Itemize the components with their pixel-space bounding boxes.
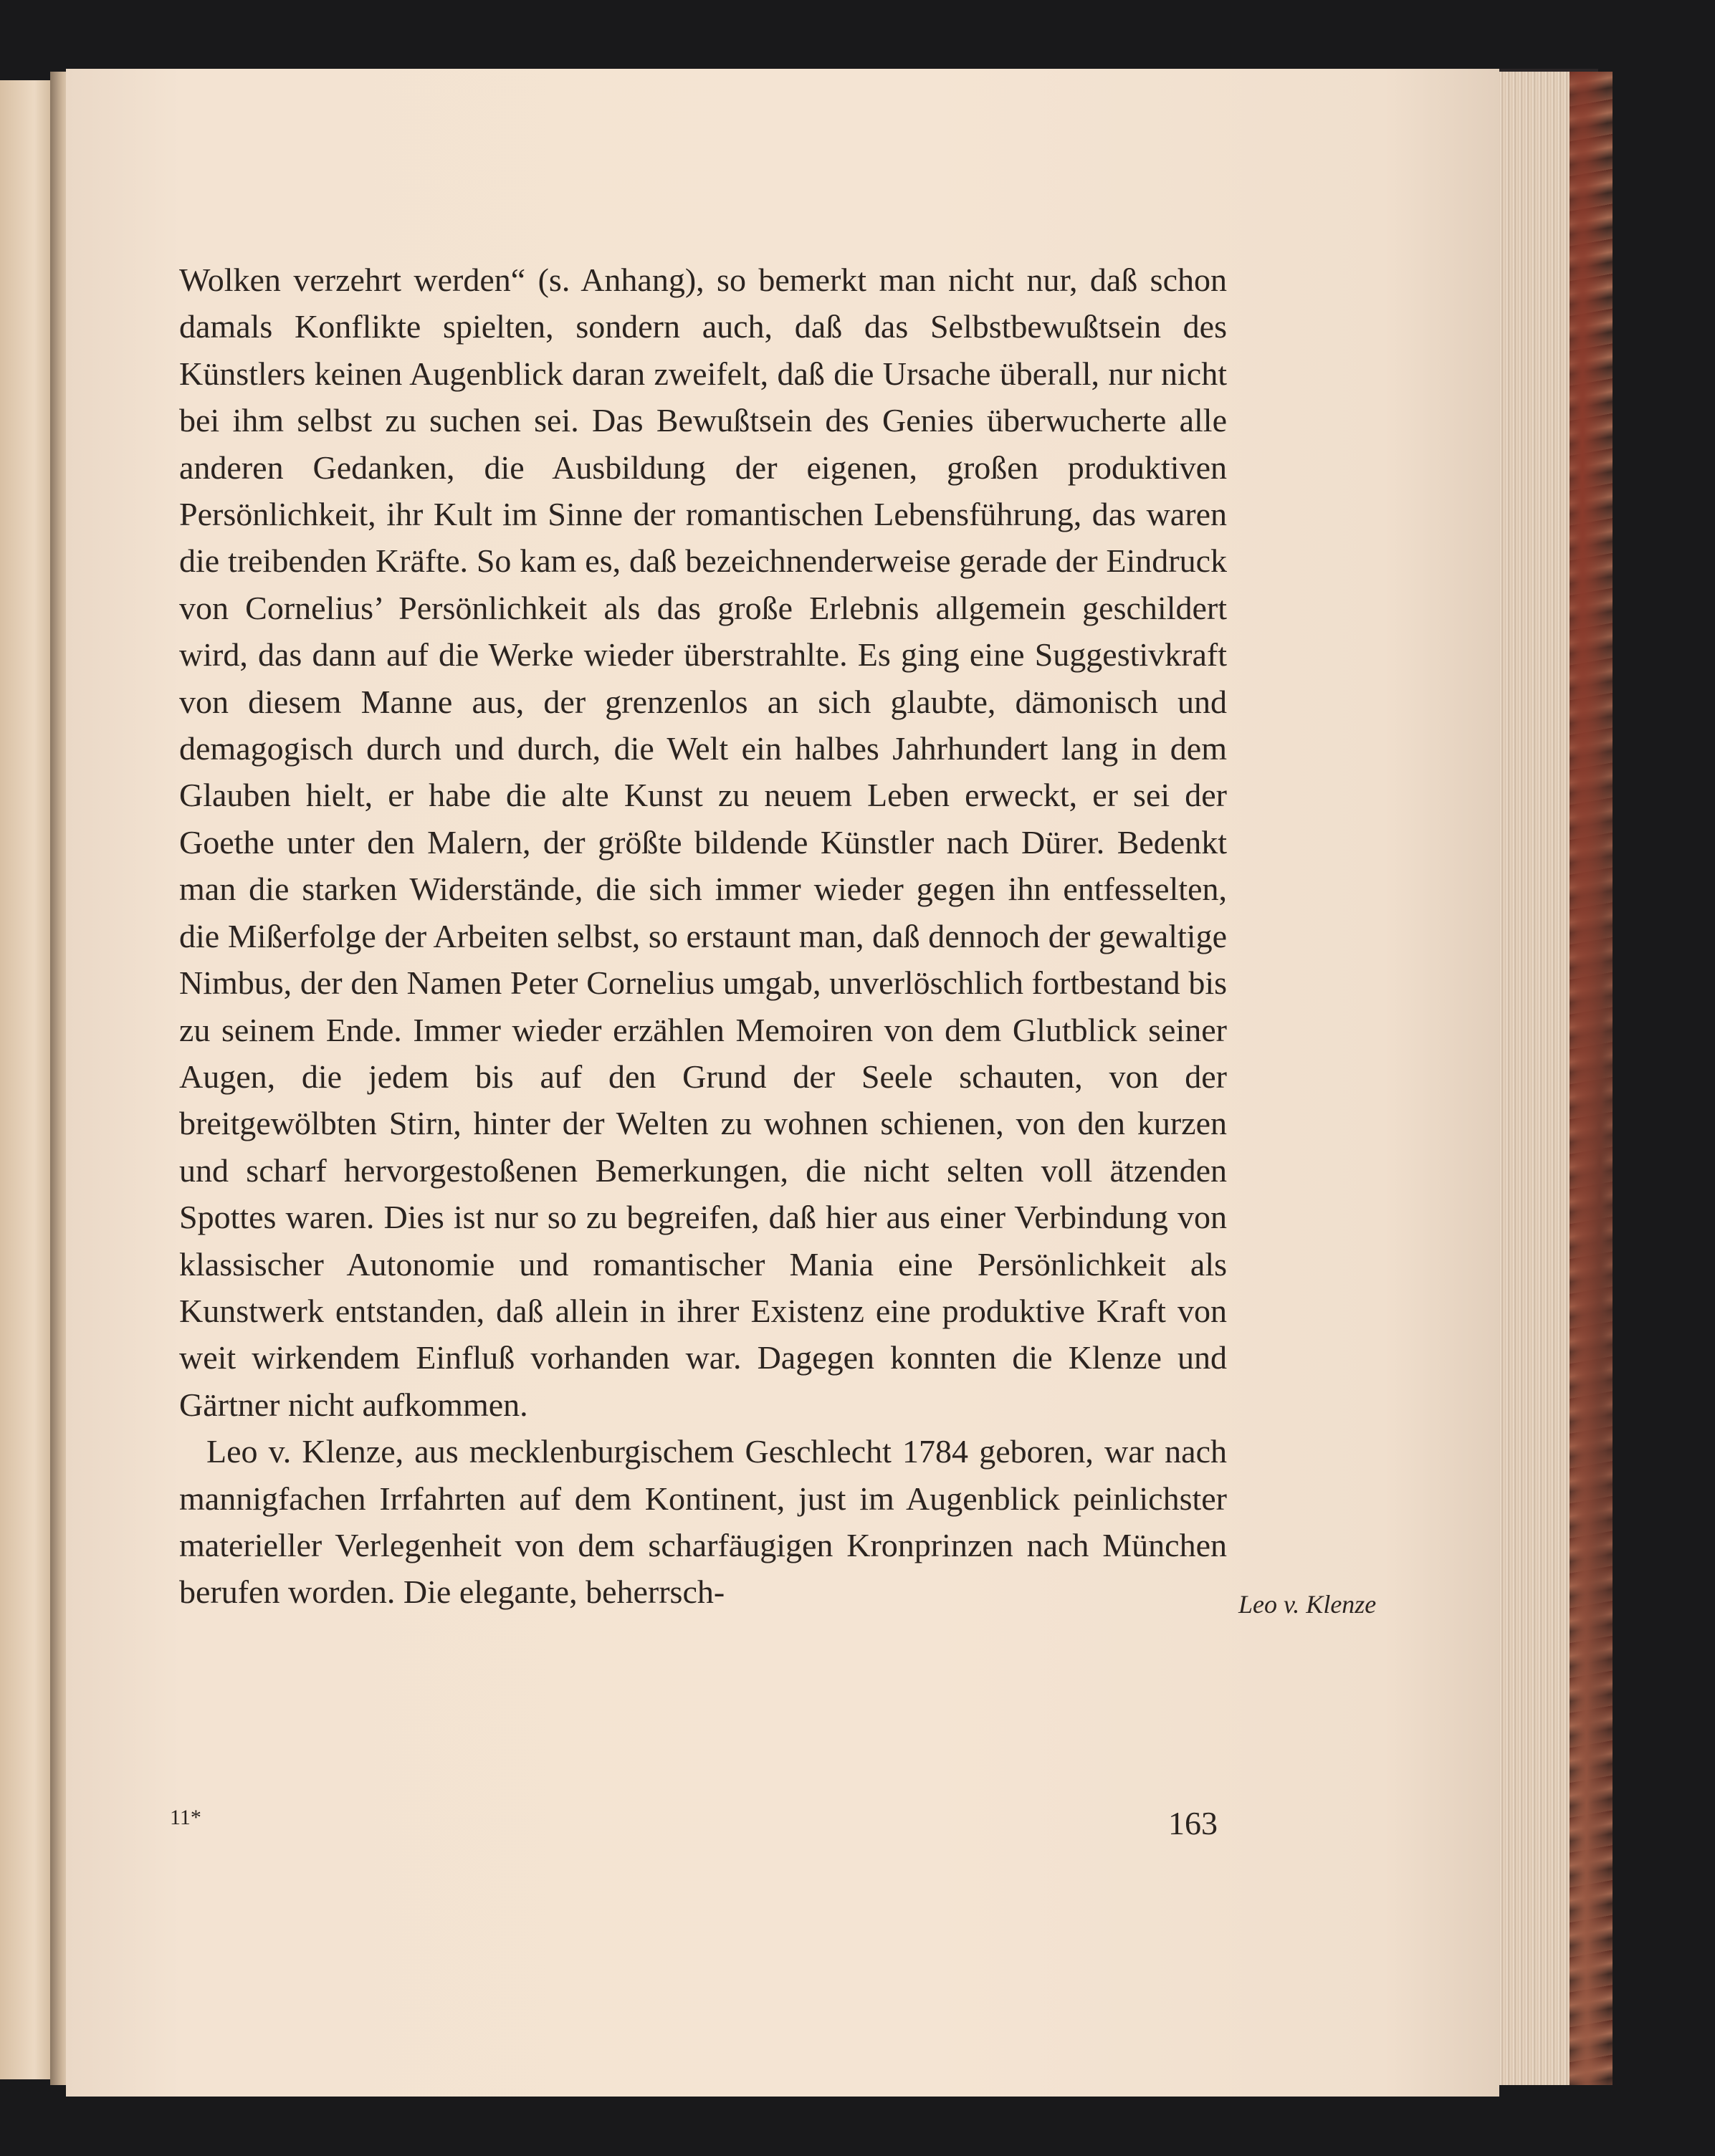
page-number: 163 — [1168, 1805, 1218, 1841]
page-block-edges — [1491, 72, 1570, 2085]
marbled-edge — [1570, 72, 1613, 2085]
paragraph-1: Wolken verzehrt werden“ (s. Anhang), so bemerkt man nicht nur, daß schon damals Konflikte spielten, sondern auch, daß das Selbstbewußtsein des Künstlers keinen Augenblick daran zweifelt, daß die Ursache überall, nur nicht bei ihm selbst zu suchen sei. Das Bewußtsein des Genies überwucherte alle anderen Gedanken, die Ausbildung der eigenen, großen produktiven Persönlichkeit, ihr Kult im Sinne der romantischen Lebensführung, das waren die treibenden Kräfte. So kam es, daß bezeichnenderweise gerade der Eindruck von Cornelius’ Persönlichkeit als das große Erlebnis allgemein geschildert wird, das dann auf die Werke wieder überstrahlte. Es ging eine Suggestivkraft von diesem Manne aus, der grenzenlos an sich glaubte, dämonisch und demagogisch durch und durch, die Welt ein halbes Jahrhundert lang in dem Glauben hielt, er habe die alte Kunst zu neuem Leben erweckt, er sei der Goethe unter den Malern, der größte bildende Künstler nach Dürer. Bedenkt man die starken Widerstände, die sich immer wieder gegen ihn entfesselten, die Mißerfolge der Arbeiten selbst, so erstaunt man, daß dennoch der gewaltige Nimbus, der den Namen Peter Cornelius umgab, unverlöschlich fortbestand bis zu seinem Ende. Immer wieder erzählen Memoiren von dem Glutblick seiner Augen, die jedem bis auf den Grund der Seele schauten, von der breitgewölbten Stirn, hinter der Welten zu wohnen schienen, von den kurzen und scharf hervorgestoßenen Bemerkungen, die nicht selten voll ätzenden Spottes waren. Dies ist nur so zu begreifen, daß hier aus einer Verbindung von klassischer Autonomie und romantischer Mania eine Persönlichkeit als Kunstwerk entstanden, daß allein in ihrer Existenz eine produktive Kraft von weit wirkendem Einfluß vorhanden war. Dagegen konnten die Klenze und Gärtner nicht aufkommen. — [179, 262, 1227, 1423]
left-page-edge — [0, 80, 57, 2079]
paragraph-2: Leo v. Klenze, aus mecklenburgischem Geschlecht 1784 geboren, war nach mannigfachen Irrfahrten auf dem Kontinent, just im Augenblick peinlichster materieller Verlegenheit von dem scharfäugigen Kronprinzen nach München berufen worden. Die elegante, beherrsch- — [179, 1433, 1227, 1611]
signature-mark: 11* — [170, 1806, 201, 1829]
body-text — [179, 257, 1227, 1616]
marginal-note: Leo v. Klenze — [1238, 1590, 1377, 1619]
